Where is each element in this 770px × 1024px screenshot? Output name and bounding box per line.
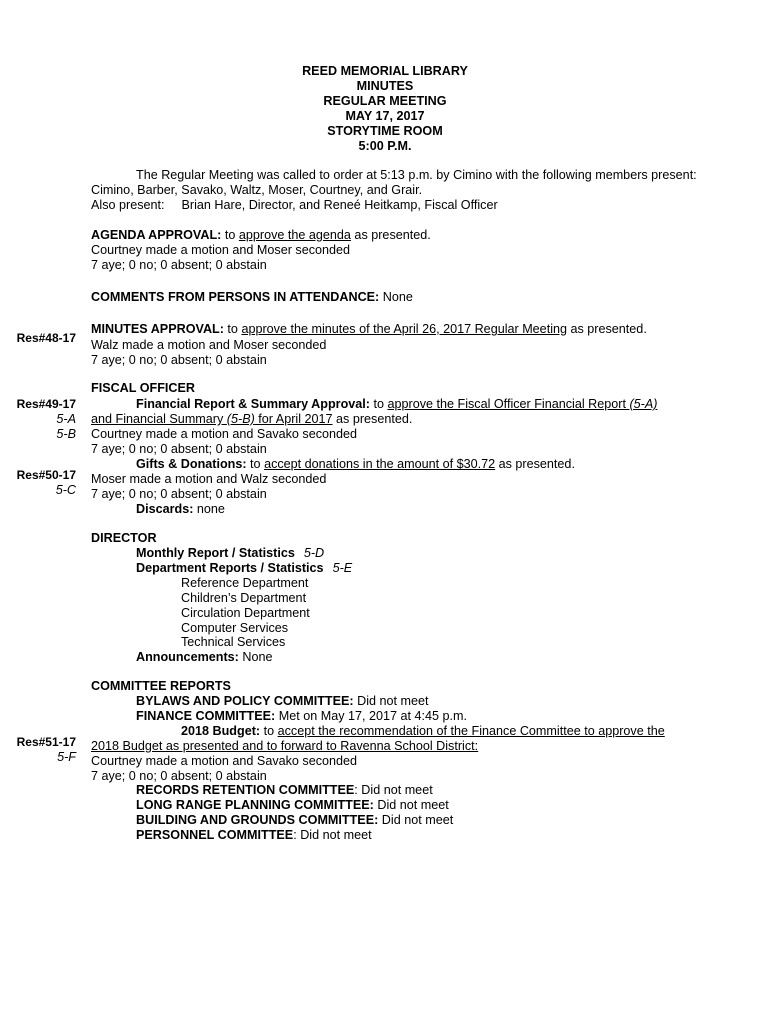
department-item: Circulation Department (181, 606, 310, 620)
minutes-motion: Walz made a motion and Moser seconded (91, 338, 327, 352)
financial-report-action-1: approve the Fiscal Officer Financial Report (387, 397, 630, 411)
personnel-value: : Did not meet (293, 828, 372, 842)
meeting-location: STORYTIME ROOM (327, 124, 443, 138)
minutes-approval (91, 322, 647, 337)
intro-also-present (91, 198, 498, 213)
director-heading: DIRECTOR (91, 531, 157, 545)
meeting-time: 5:00 P.M. (358, 139, 412, 153)
budget-label: 2018 Budget: (181, 724, 261, 738)
minutes-post: as presented. (567, 322, 647, 336)
intro-members: Cimino, Barber, Savako, Waltz, Moser, Courtney, and Grair. (91, 183, 423, 197)
gifts-action: accept donations in the amount of $30.72 (264, 457, 496, 471)
gifts-post: as presented. (495, 457, 575, 471)
long-range-value: Did not meet (373, 798, 449, 812)
personnel-line (136, 828, 372, 843)
records-value: : Did not meet (354, 783, 433, 797)
financial-report-motion: Courtney made a motion and Savako seconded (91, 427, 358, 441)
comments-line (91, 290, 413, 305)
exhibit-5b: 5-B (56, 427, 76, 441)
budget-pre: to (260, 724, 278, 738)
financial-report-heading: Financial Report & Summary Approval: (136, 397, 370, 411)
agenda-approval (91, 228, 431, 243)
department-item: Computer Services (181, 621, 289, 635)
committee-reports-heading: COMMITTEE REPORTS (91, 679, 231, 693)
doc-type: MINUTES (356, 79, 414, 93)
building-line (136, 813, 453, 828)
bylaws-line (136, 694, 429, 709)
finance-value: Met on May 17, 2017 at 4:45 p.m. (275, 709, 468, 723)
records-label: RECORDS RETENTION COMMITTEE (136, 783, 355, 797)
budget-vote: 7 aye; 0 no; 0 absent; 0 abstain (91, 769, 267, 783)
long-range-line (136, 798, 449, 813)
financial-report-vote: 7 aye; 0 no; 0 absent; 0 abstain (91, 442, 267, 456)
records-line (136, 783, 433, 798)
budget-motion: Courtney made a motion and Savako seconded (91, 754, 358, 768)
department-item: Reference Department (181, 576, 309, 590)
monthly-report-line (136, 546, 324, 561)
building-label: BUILDING AND GROUNDS COMMITTEE: (136, 813, 379, 827)
budget-action-2: 2018 Budget as presented and to forward to Ravenna School District: (91, 739, 479, 753)
also-present-names: Brian Hare, Director, and Reneé Heitkamp, Fiscal Officer (181, 198, 498, 212)
discards-value: none (193, 502, 225, 516)
res-49-17: Res#49-17 (16, 397, 76, 411)
agenda-motion: Courtney made a motion and Moser seconded (91, 243, 351, 257)
exhibit-5a: 5-A (56, 412, 76, 426)
financial-report-approval (136, 397, 657, 412)
finance-line (136, 709, 467, 724)
res-50-17: Res#50-17 (16, 468, 76, 482)
financial-report-action-3: for April 2017 (254, 412, 333, 426)
gifts-donations (136, 457, 575, 472)
announcements-label: Announcements: (136, 650, 239, 664)
gifts-heading: Gifts & Donations: (136, 457, 247, 471)
gifts-pre: to (246, 457, 265, 471)
financial-report-post: as presented. (332, 412, 413, 426)
building-value: Did not meet (378, 813, 454, 827)
org-name: REED MEMORIAL LIBRARY (302, 64, 468, 78)
intro-line-1: The Regular Meeting was called to order at 5:13 p.m. by Cimino with the following members present: (136, 168, 697, 182)
meeting-type: REGULAR MEETING (323, 94, 447, 108)
budget-line-cont (91, 739, 478, 754)
comments-heading: COMMENTS FROM PERSONS IN ATTENDANCE: (91, 290, 380, 304)
minutes-vote: 7 aye; 0 no; 0 absent; 0 abstain (91, 353, 267, 367)
meeting-date: MAY 17, 2017 (345, 109, 425, 123)
personnel-label: PERSONNEL COMMITTEE (136, 828, 294, 842)
exhibit-5c: 5-C (55, 483, 76, 497)
minutes-action: approve the minutes of the April 26, 2017 Regular Meeting (241, 322, 567, 336)
agenda-post: as presented. (350, 228, 431, 242)
announcements-line (136, 650, 272, 665)
financial-report-cont (91, 412, 412, 427)
monthly-report-ref: 5-D (303, 546, 325, 560)
fiscal-heading: FISCAL OFFICER (91, 381, 196, 395)
agenda-heading: AGENDA APPROVAL: (91, 228, 222, 242)
monthly-report-label: Monthly Report / Statistics (136, 546, 295, 560)
comments-value: None (379, 290, 413, 304)
department-reports-label: Department Reports / Statistics (136, 561, 324, 575)
financial-report-action-2: and Financial Summary (91, 412, 227, 426)
department-reports-line (136, 561, 352, 576)
minutes-heading: MINUTES APPROVAL: (91, 322, 224, 336)
gifts-vote: 7 aye; 0 no; 0 absent; 0 abstain (91, 487, 267, 501)
financial-report-ref-b: (5-B) (226, 412, 255, 426)
gifts-motion: Moser made a motion and Walz seconded (91, 472, 327, 486)
discards-line (136, 502, 225, 517)
agenda-pre: to (221, 228, 239, 242)
budget-action-1: accept the recommendation of the Finance Committee to approve the (277, 724, 665, 738)
res-48-17: Res#48-17 (16, 331, 76, 345)
also-present-label: Also present: (91, 198, 165, 212)
bylaws-value: Did not meet (353, 694, 429, 708)
exhibit-5f: 5-F (57, 750, 76, 764)
res-51-17: Res#51-17 (16, 735, 76, 749)
financial-report-pre: to (369, 397, 388, 411)
finance-label: FINANCE COMMITTEE: (136, 709, 276, 723)
minutes-pre: to (223, 322, 242, 336)
agenda-vote: 7 aye; 0 no; 0 absent; 0 abstain (91, 258, 267, 272)
department-item: Children’s Department (181, 591, 307, 605)
department-item: Technical Services (181, 635, 286, 649)
discards-heading: Discards: (136, 502, 194, 516)
financial-report-ref-a: (5-A) (629, 397, 658, 411)
announcements-value: None (238, 650, 273, 664)
bylaws-label: BYLAWS AND POLICY COMMITTEE: (136, 694, 354, 708)
agenda-action: approve the agenda (238, 228, 351, 242)
long-range-label: LONG RANGE PLANNING COMMITTEE: (136, 798, 374, 812)
department-reports-ref: 5-E (332, 561, 353, 575)
budget-line (181, 724, 665, 739)
